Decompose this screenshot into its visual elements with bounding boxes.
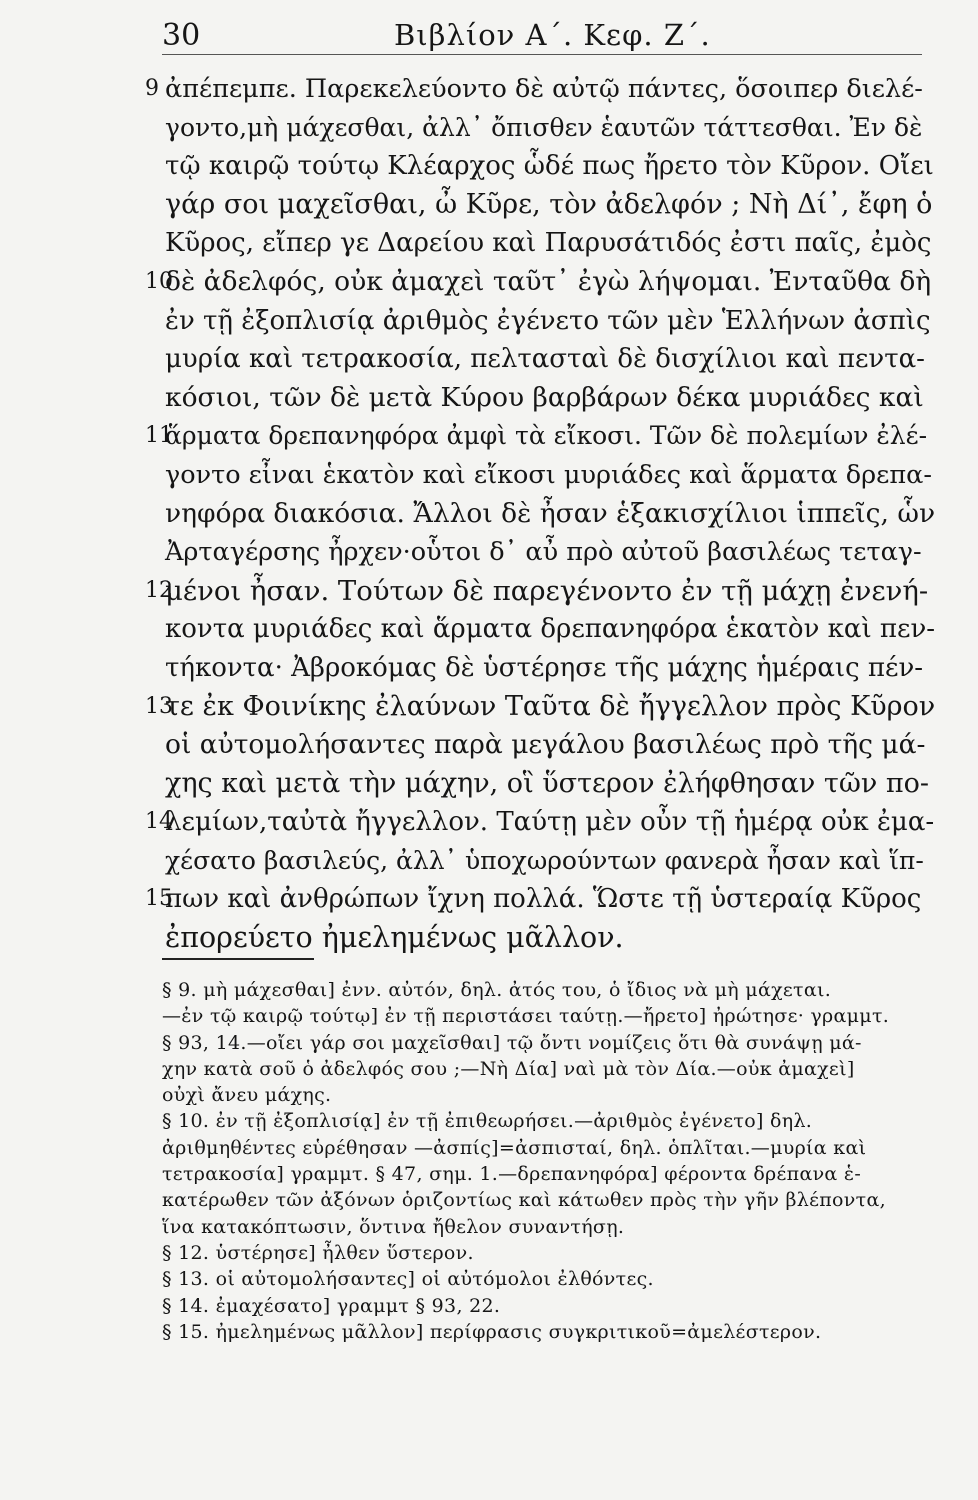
text-line [145, 688, 935, 727]
line-text: κόσιοι, τῶν δὲ μετὰ Κύρου βαρβάρων δέκα μυριάδες καὶ [165, 381, 924, 413]
line-text: τήκοντα· Ἀβροκόμας δὲ ὑστέρησε τῆς μάχης ἡμέραις πέν- [165, 652, 924, 683]
line-text: γοντο εἶναι ἑκατὸν καὶ εἴκοσι μυριάδες καὶ ἅρματα δρεπα- [165, 459, 932, 490]
footnote-line: χην κατὰ σοῦ ὁ ἀδελφός σου ;—Νὴ Δία] ναὶ μὰ τὸν Δία.—οὐκ ἀμαχεὶ] [162, 1057, 855, 1080]
section-number: 13 [145, 693, 173, 719]
line-text: Ἀρταγέρσης ἦρχεν·οὗτοι δ᾽ αὖ πρὸ αὐτοῦ βασιλέως τεταγ- [165, 537, 922, 568]
line-text: ἐν τῇ ἐξοπλισίᾳ ἀριθμὸς ἐγένετο τῶν μὲν Ἑλλήνων ἀσπὶς [165, 305, 931, 336]
line-text: κοντα μυριάδες καὶ ἅρματα δρεπανηφόρα ἑκατὸν καὶ πεν- [165, 614, 936, 645]
line-text: πων καὶ ἀνθρώπων ἴχνη πολλά. Ὥστε τῇ ὑστεραίᾳ Κῦρος [165, 884, 922, 915]
text-line [145, 456, 935, 495]
section-number: 11 [145, 423, 173, 449]
footnote-line: § 10. ἐν τῇ ἐξοπλισίᾳ] ἐν τῇ ἐπιθεωρήσει.—ἀριθμὸς ἐγένετο] δηλ. [162, 1110, 813, 1133]
line-text: μένοι ἦσαν. Τούτων δὲ παρεγένοντο ἐν τῇ μάχῃ ἐνενή- [165, 574, 929, 607]
footnote-line: τετρακοσία] γραμμτ. § 47, σημ. 1.—δρεπανηφόρα] φέροντα δρέπανα ἑ- [162, 1163, 862, 1186]
line-text: λεμίων,ταὐτὰ ἤγγελλον. Ταύτῃ μὲν οὖν τῇ ἡμέρᾳ οὐκ ἐμα- [165, 807, 935, 838]
text-line [145, 880, 935, 919]
text-line [145, 70, 935, 109]
text-line [145, 417, 935, 456]
section-number: 15 [145, 886, 173, 912]
footnote-line: § 15. ἠμελημένως μᾶλλον] περίφρασις συγκριτικοῦ=ἀμελέστερον. [162, 1320, 822, 1343]
text-line [145, 649, 935, 688]
text-line [145, 842, 935, 881]
text-line [145, 263, 935, 302]
text-line [145, 610, 935, 649]
footnote-line: κατέρωθεν τῶν ἀξόνων ὁριζοντίως καὶ κάτωθεν πρὸς τὴν γῆν βλέποντα, [162, 1189, 886, 1212]
text-line [145, 533, 935, 572]
line-text: χέσατο βασιλεύς, ἀλλ᾽ ὑποχωρούντων φανερὰ ἦσαν καὶ ἵπ- [165, 845, 924, 875]
line-text: ἐπορεύετο ἠμελημένως μᾶλλον. [165, 921, 624, 955]
text-line [145, 224, 935, 263]
text-line [145, 726, 935, 765]
line-text: μυρία καὶ τετρακοσία, πελτασταὶ δὲ δισχίλιοι καὶ πεντα- [165, 344, 925, 375]
line-text: τε ἐκ Φοινίκης ἐλαύνων Ταῦτα δὲ ἤγγελλον πρὸς Κῦρον [165, 690, 936, 722]
section-number: 10 [145, 268, 173, 294]
footnote-line: § 9. μὴ μάχεσθαι] ἐνν. αὐτόν, δηλ. ἀτός του, ὁ ἴδιος νὰ μὴ μάχεται. [162, 979, 832, 1001]
line-text: νηφόρα διακόσια. Ἄλλοι δὲ ἦσαν ἑξακισχίλιοι ἱππεῖς, ὧν [165, 497, 936, 529]
page-number: 30 [162, 18, 201, 53]
text-line [145, 302, 935, 341]
text-line [145, 379, 935, 418]
page-header [162, 14, 922, 55]
text-line [145, 109, 935, 148]
line-text: ἀπέπεμπε. Παρεκελεύοντο δὲ αὐτῷ πάντες, ὅσοιπερ διελέ- [165, 74, 923, 104]
line-text: τῷ καιρῷ τούτῳ Κλέαρχος ὧδέ πως ἤρετο τὸν Κῦρον. Οἴει [165, 151, 934, 182]
running-head: Βιβλίον Α΄. Κεφ. Ζ΄. [394, 18, 711, 52]
text-line [145, 495, 935, 534]
line-text: δὲ ἀδελφός, οὐκ ἀμαχεὶ ταῦτ᾽ ἐγὼ λήψομαι. Ἐνταῦθα δὴ [165, 265, 932, 297]
main-text [145, 70, 935, 958]
text-line [145, 572, 935, 611]
line-text: Κῦρος, εἴπερ γε Δαρείου καὶ Παρυσάτιδός ἐστι παῖς, ἐμὸς [165, 228, 932, 259]
line-text: γοντο,μὴ μάχεσθαι, ἀλλ᾽ ὄπισθεν ἑαυτῶν τάττεσθαι. Ἐν δὲ [165, 112, 923, 142]
text-line [145, 186, 935, 225]
footnote-line: ἀριθμηθέντες εὑρέθησαν —ἀσπίς]=ἀσπισταί, δηλ. ὁπλῖται.—μυρία καὶ [162, 1136, 867, 1159]
footnote-line: —ἐν τῷ καιρῷ τούτῳ] ἐν τῇ περιστάσει ταύτῃ.—ἤρετο] ἠρώτησε· γραμμτ. [162, 1005, 890, 1028]
footnote-line: § 93, 14.—οἴει γάρ σοι μαχεῖσθαι] τῷ ὄντι νομίζεις ὅτι θὰ συνάψῃ μά- [162, 1031, 862, 1054]
footnote-rule [162, 958, 314, 960]
footnote-line: § 12. ὑστέρησε] ἦλθεν ὕστερον. [162, 1241, 474, 1264]
footnote-line: § 14. ἐμαχέσατο] γραμμτ § 93, 22. [162, 1294, 501, 1317]
footnotes [162, 977, 932, 1345]
line-text: γάρ σοι μαχεῖσθαι, ὦ Κῦρε, τὸν ἀδελφόν ; Νὴ Δί᾽, ἔφη ὁ [165, 188, 933, 220]
text-line [145, 340, 935, 379]
line-text: οἱ αὐτομολήσαντες παρὰ μεγάλου βασιλέως πρὸ τῆς μά- [165, 729, 926, 761]
text-line [145, 147, 935, 186]
section-number: 14 [145, 809, 173, 835]
footnote-line: ἵνα κατακόπτωσιν, ὅντινα ἤθελον συναντήσῃ. [162, 1215, 625, 1238]
section-number: 12 [145, 577, 173, 603]
footnote-line: οὐχὶ ἄνευ μάχης. [162, 1084, 332, 1107]
line-text: χης καὶ μετὰ τὴν μάχην, οἳ ὕστερον ἐλήφθησαν τῶν πο- [165, 767, 929, 799]
text-line [145, 919, 935, 958]
text-line [145, 803, 935, 842]
line-text: ἅρματα δρεπανηφόρα ἀμφὶ τὰ εἴκοσι. Τῶν δὲ πολεμίων ἐλέ- [165, 421, 928, 451]
text-line [145, 765, 935, 804]
section-number: 9 [145, 76, 159, 101]
footnote-line: § 13. οἱ αὐτομολήσαντες] οἱ αὐτόμολοι ἐλθόντες. [162, 1268, 654, 1291]
